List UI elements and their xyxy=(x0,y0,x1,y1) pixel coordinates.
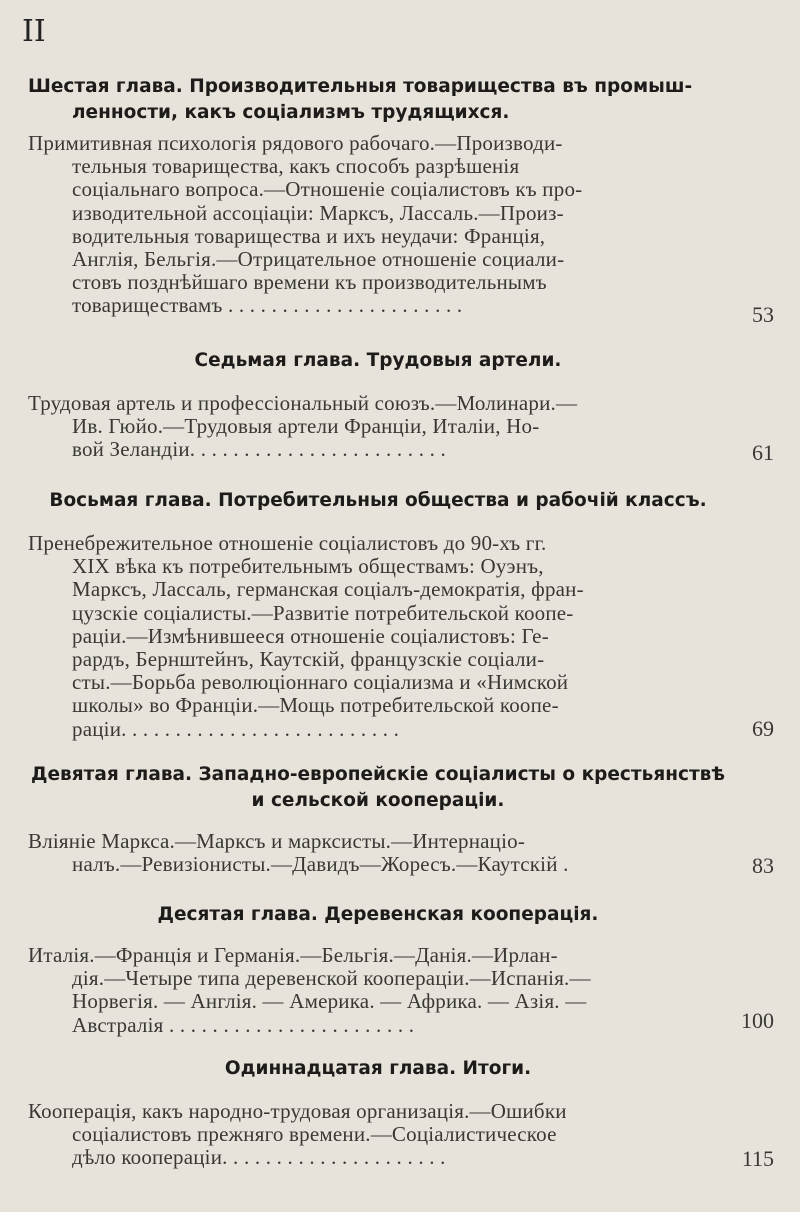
chapter-6-page-ref: 53 xyxy=(752,302,774,327)
chapter-6-line-1: Примитивная психологія рядового рабочаго.—Производи- xyxy=(28,131,563,155)
chapter-10-line-4: Австралія . . . . . . . . . . . . . . . . . . . . . . . xyxy=(72,1012,415,1037)
chapter-7-line-1: Трудовая артель и профессіональный союзъ.—Молинари.— xyxy=(28,391,578,415)
chapter-11-summary xyxy=(28,1100,718,1170)
chapter-9-line-1: Вліяніе Маркса.—Марксъ и марксисты.—Интернаціо- xyxy=(28,829,526,853)
chapter-7-line-2: Ив. Гюйо.—Трудовыя артели Франціи, Италіи, Но- xyxy=(72,414,540,439)
chapter-9-summary xyxy=(28,830,718,876)
chapter-6-line-8: товариществамъ . . . . . . . . . . . . . . . . . . . . . . xyxy=(72,293,463,318)
chapter-6-heading xyxy=(28,74,728,126)
chapter-9-heading-line-2: и сельской коопераціи. xyxy=(251,790,505,811)
chapter-8-heading xyxy=(28,488,728,514)
chapter-8-line-6: рардъ, Бернштейнъ, Каутскій, французскіе соціали- xyxy=(72,647,545,672)
chapter-8-line-2: XIX вѣка къ потребительнымъ обществамъ: Оуэнъ, xyxy=(72,554,544,579)
chapter-6-line-3: соціальнаго вопроса.—Отношеніе соціалистовъ къ про- xyxy=(72,177,583,202)
chapter-8-line-3: Марксъ, Лассаль, германская соціалъ-демократія, фран- xyxy=(72,577,584,602)
chapter-6-line-4: изводительной ассоціаціи: Марксъ, Лассаль.—Произ- xyxy=(72,200,564,225)
chapter-7-line-3: вой Зеландіи. . . . . . . . . . . . . . . . . . . . . . . . xyxy=(72,437,446,462)
chapter-9-page-ref: 83 xyxy=(752,853,774,878)
chapter-9-heading xyxy=(28,762,728,814)
chapter-6-line-6: Англія, Бельгія.—Отрицательное отношеніе социали- xyxy=(72,247,565,272)
chapter-8-line-1: Пренебрежительное отношеніе соціалистовъ до 90-хъ гг. xyxy=(28,531,547,555)
chapter-8-line-8: школы» во Франціи.—Мощь потребительской коопе- xyxy=(72,693,559,718)
chapter-8-heading-line-1: Восьмая глава. Потребительныя общества и рабочій классъ. xyxy=(49,490,707,511)
chapter-11-page-ref: 115 xyxy=(741,1146,774,1171)
chapter-6-heading-line-2: ленности, какъ соціализмъ трудящихся. xyxy=(72,102,510,123)
chapter-6-line-7: стовъ позднѣйшаго времени къ производительнымъ xyxy=(72,270,547,295)
chapter-11-heading xyxy=(28,1056,728,1082)
chapter-9-heading-line-1: Девятая глава. Западно-европейскіе соціалисты о крестьянствѣ xyxy=(31,764,725,785)
chapter-8-summary xyxy=(28,532,718,741)
chapter-10-page-ref: 100 xyxy=(741,1008,774,1033)
chapter-6-line-5: водительныя товарищества и ихъ неудачи: Франція, xyxy=(72,223,546,248)
chapter-7-heading-line-1: Седьмая глава. Трудовыя артели. xyxy=(194,350,562,371)
chapter-9-line-2: налъ.—Ревизіонисты.—Давидъ—Жоресъ.—Каутскій . xyxy=(72,852,569,877)
page-number: II xyxy=(22,14,46,49)
chapter-6-heading-line-1: Шестая глава. Производительныя товарищества въ промыш- xyxy=(28,76,693,97)
chapter-8-page-ref: 69 xyxy=(752,716,774,741)
chapter-8-line-7: сты.—Борьба революціоннаго соціализма и «Нимской xyxy=(72,670,569,695)
chapter-11-line-3: дѣло коопераціи. . . . . . . . . . . . . . . . . . . . . xyxy=(72,1145,446,1170)
chapter-10-line-1: Италія.—Франція и Германія.—Бельгія.—Данія.—Ирлан- xyxy=(28,943,558,967)
chapter-10-heading-line-1: Десятая глава. Деревенская кооперація. xyxy=(157,904,599,925)
chapter-11-line-1: Кооперація, какъ народно-трудовая организація.—Ошибки xyxy=(28,1099,567,1123)
chapter-10-line-2: дія.—Четыре типа деревенской коопераціи.—Испанія.— xyxy=(72,966,591,991)
chapter-11-heading-line-1: Одиннадцатая глава. Итоги. xyxy=(224,1058,532,1079)
chapter-10-line-3: Норвегія. — Англія. — Америка. — Африка. — Азія. — xyxy=(72,989,587,1014)
chapter-7-page-ref: 61 xyxy=(752,440,774,465)
chapter-8-line-5: раціи.—Измѣнившееся отношеніе соціалистовъ: Ге- xyxy=(72,623,549,648)
chapter-7-summary xyxy=(28,392,718,462)
chapter-11-line-2: соціалистовъ прежняго времени.—Соціалистическое xyxy=(72,1122,557,1147)
chapter-7-heading xyxy=(28,348,728,374)
chapter-8-line-4: цузскіе соціалисты.—Развитіе потребительской коопе- xyxy=(72,600,574,625)
chapter-10-heading xyxy=(28,902,728,928)
chapter-8-line-9: раціи. . . . . . . . . . . . . . . . . . . . . . . . . . xyxy=(72,716,400,741)
chapter-6-summary xyxy=(28,132,718,318)
chapter-10-summary xyxy=(28,944,718,1037)
chapter-6-line-2: тельныя товарищества, какъ способъ разрѣшенія xyxy=(72,154,520,179)
